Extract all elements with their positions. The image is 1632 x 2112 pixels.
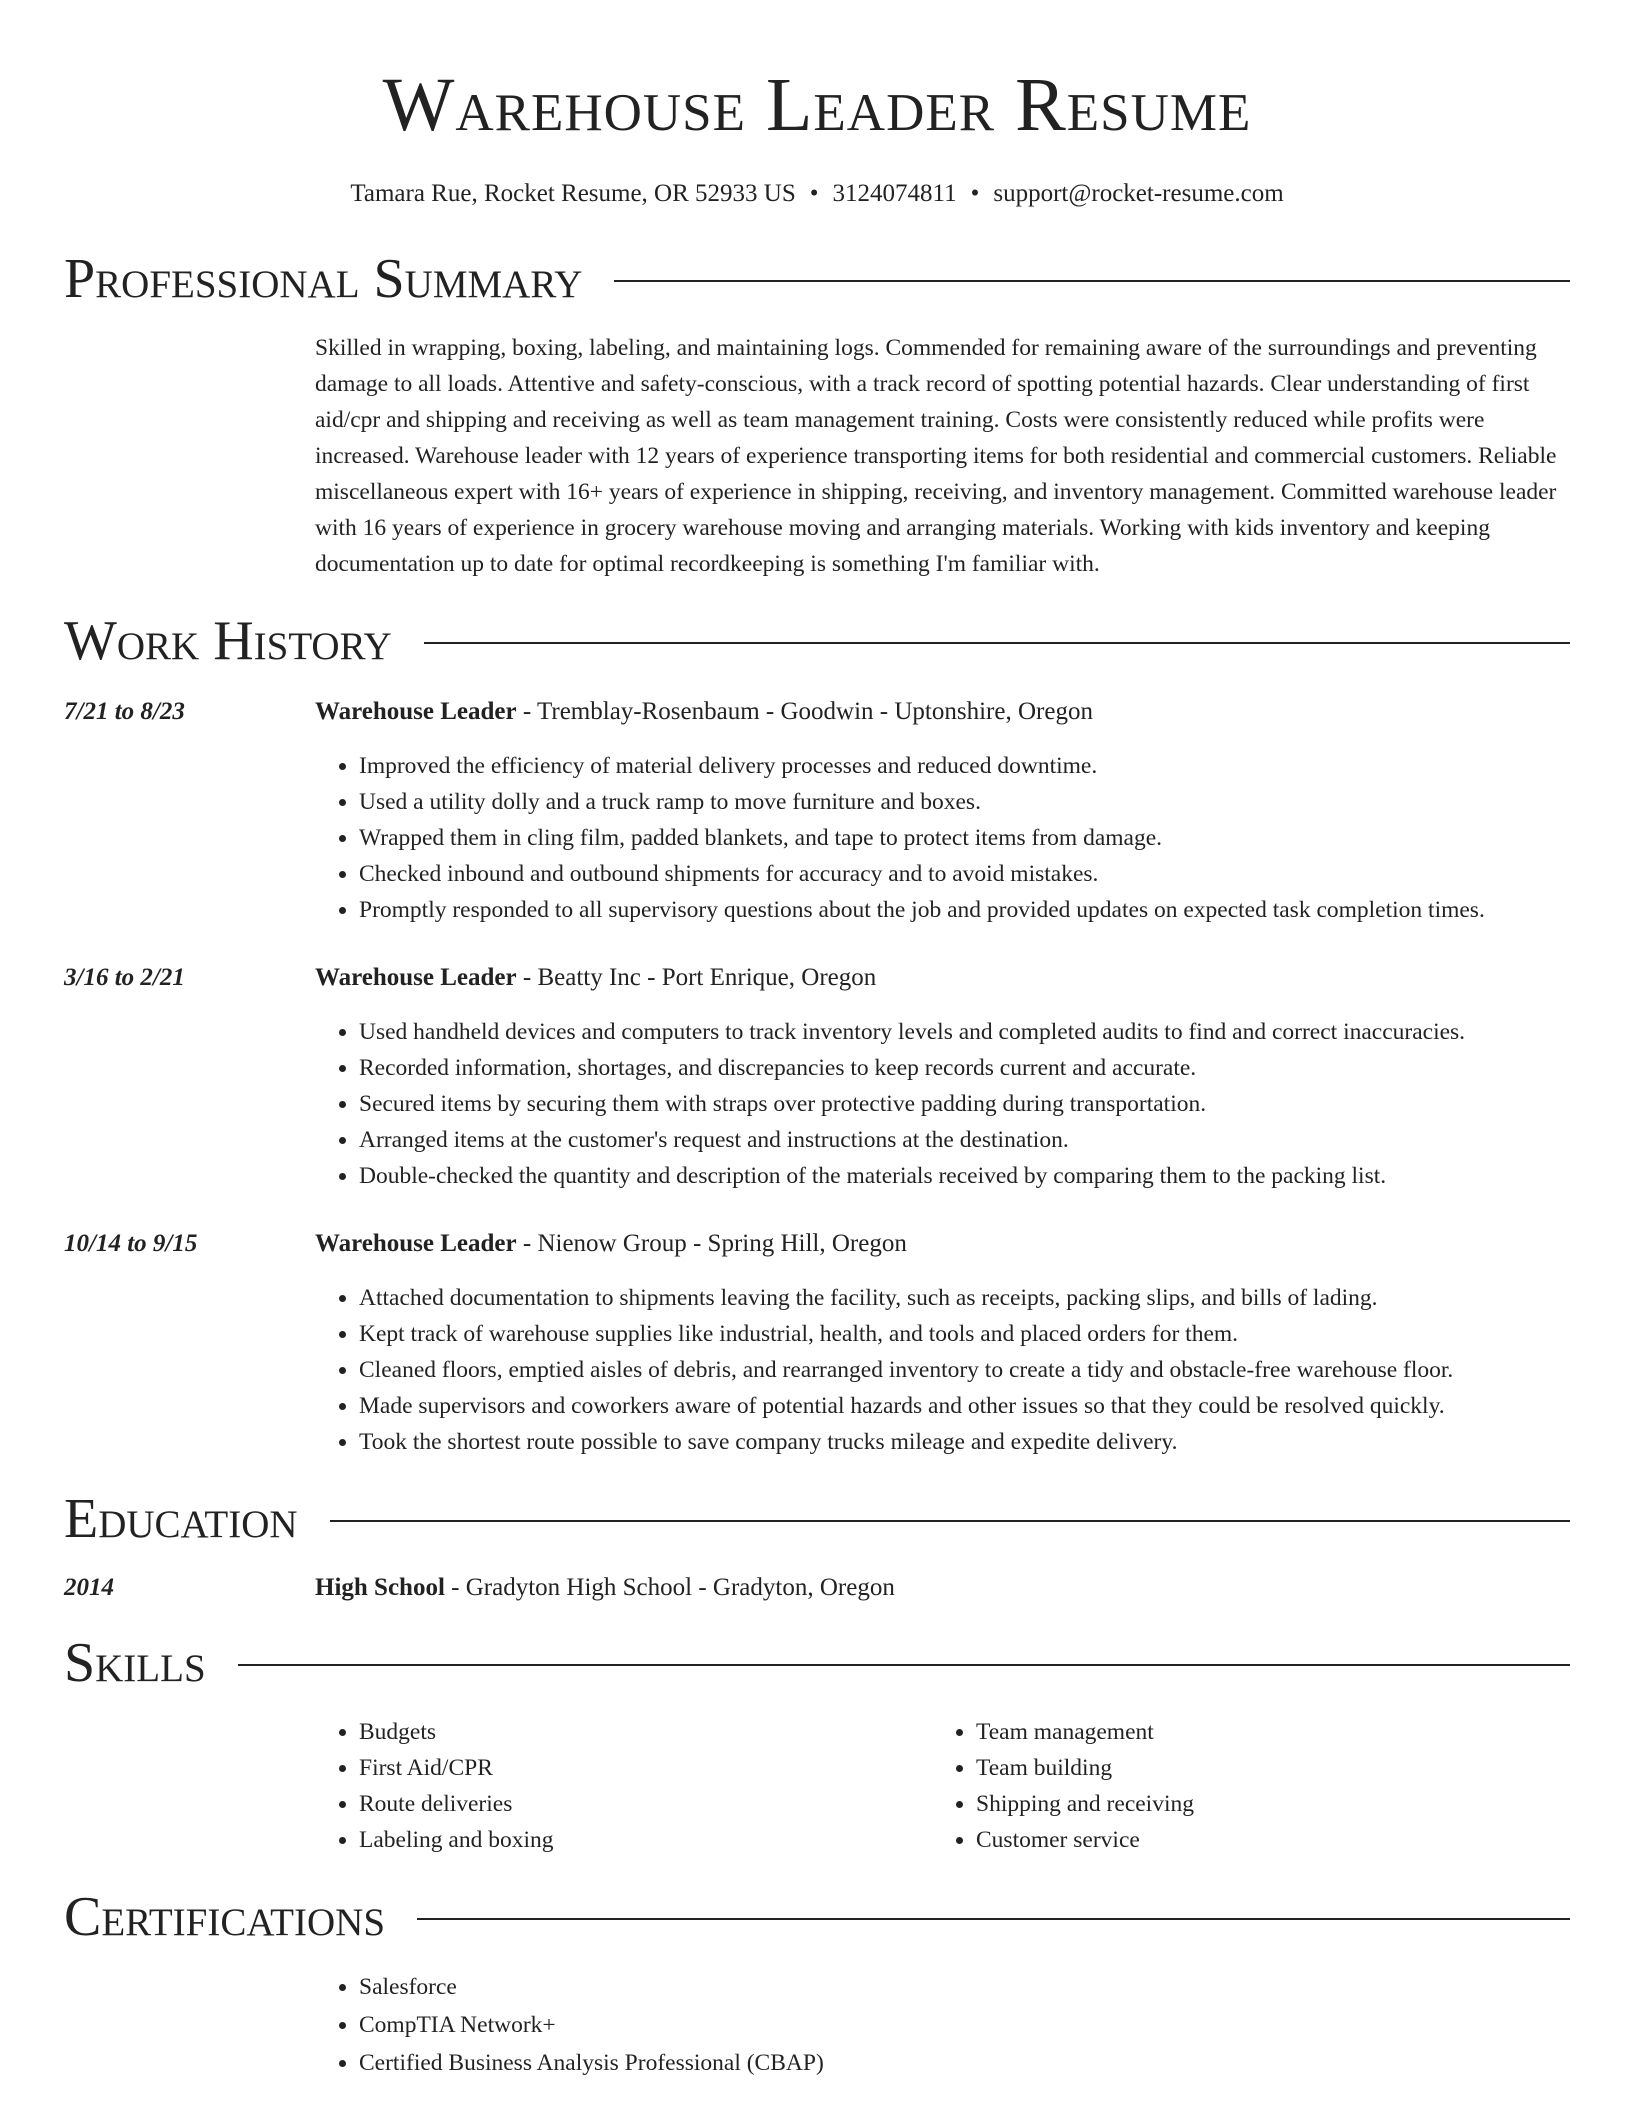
work-entry xyxy=(64,1228,1570,1460)
contact-address: Tamara Rue, Rocket Resume, OR 52933 US xyxy=(350,180,796,207)
skills-column-left xyxy=(315,1714,932,1858)
work-entry-row xyxy=(64,1228,1570,1460)
work-employer: - Beatty Inc - Port Enrique, Oregon xyxy=(516,964,877,991)
education-headline xyxy=(315,1572,1570,1604)
certifications-block xyxy=(315,1968,1570,2082)
contact-separator: • xyxy=(970,180,980,207)
contact-phone: 3124074811 xyxy=(832,180,957,207)
skill-item: • Route deliveries xyxy=(359,1786,932,1822)
summary-heading: Professional Summary xyxy=(64,248,583,310)
work-entry-row xyxy=(64,962,1570,1194)
certifications-section-header xyxy=(64,1886,1570,1948)
education-school: - Gradyton High School - Gradyton, Oregon xyxy=(444,1574,895,1601)
work-history-list xyxy=(64,696,1570,1460)
certification-item: • Salesforce xyxy=(359,1968,1570,2006)
skill-item: • Budgets xyxy=(359,1714,932,1750)
work-headline xyxy=(315,962,1570,994)
certification-item: • CompTIA Network+ xyxy=(359,2006,1570,2044)
section-divider xyxy=(424,642,1570,644)
education-entry xyxy=(64,1572,1570,1604)
skills-section-header xyxy=(64,1632,1570,1694)
work-title: Warehouse Leader xyxy=(315,698,517,725)
contact-line xyxy=(64,178,1570,210)
summary-text: Skilled in wrapping, boxing, labeling, and maintaining logs. Commended for remaining aware of the surroundings and preventing damage to all loads. Attentive and safety-conscious, with a track record of spotting potential hazards. Clear understanding of first aid/cpr and shipping and receiving as well as team management training. Costs were consistently reduced while profits were increased. Warehouse leader with 12 years of experience transporting items for both residential and commercial customers. Reliable miscellaneous expert with 16+ years of experience in shipping, receiving, and inventory management. Committed warehouse leader with 16 years of experience in grocery warehouse moving and arranging materials. Working with kids inventory and keeping documentation up to date for optimal recordkeeping is something I'm familiar with. xyxy=(315,335,1557,577)
work-bullet: • Used handheld devices and computers to track inventory levels and completed audits to find and correct inaccuracies. xyxy=(359,1014,1570,1050)
work-bullet: • Arranged items at the customer's request and instructions at the destination. xyxy=(359,1122,1570,1158)
summary-section-header xyxy=(64,248,1570,310)
work-dates: 3/16 to 2/21 xyxy=(64,964,185,991)
work-bullet: • Attached documentation to shipments leaving the facility, such as receipts, packing slips, and bills of lading. xyxy=(359,1280,1570,1316)
work-bullet: • Made supervisors and coworkers aware of potential hazards and other issues so that they could be resolved quickly. xyxy=(359,1388,1570,1424)
certification-item: • Certified Business Analysis Professional (CBAP) xyxy=(359,2044,1570,2082)
resume-title: Warehouse Leader Resume xyxy=(382,63,1252,147)
skill-item: • First Aid/CPR xyxy=(359,1750,932,1786)
work-dates: 7/21 to 8/23 xyxy=(64,698,185,725)
work-bullet: • Took the shortest route possible to save company trucks mileage and expedite delivery. xyxy=(359,1424,1570,1460)
work-title: Warehouse Leader xyxy=(315,964,517,991)
section-divider xyxy=(238,1664,1570,1666)
work-bullets xyxy=(315,748,1570,928)
work-entry xyxy=(64,696,1570,928)
work-bullet: • Improved the efficiency of material delivery processes and reduced downtime. xyxy=(359,748,1570,784)
certifications-heading: Certifications xyxy=(64,1886,386,1948)
skill-item: • Team management xyxy=(976,1714,1549,1750)
work-heading: Work History xyxy=(64,610,392,672)
work-bullet: • Promptly responded to all supervisory questions about the job and provided updates on expected task completion times. xyxy=(359,892,1570,928)
work-bullet: • Wrapped them in cling film, padded blankets, and tape to protect items from damage. xyxy=(359,820,1570,856)
section-divider xyxy=(330,1520,1570,1522)
skills-grid xyxy=(315,1714,1570,1858)
work-employer: - Nienow Group - Spring Hill, Oregon xyxy=(516,1230,907,1257)
certifications-list xyxy=(315,1968,1570,2082)
work-bullet: • Secured items by securing them with straps over protective padding during transportation. xyxy=(359,1086,1570,1122)
skills-heading: Skills xyxy=(64,1632,206,1694)
work-bullet: • Recorded information, shortages, and discrepancies to keep records current and accurate. xyxy=(359,1050,1570,1086)
section-divider xyxy=(614,280,1570,282)
work-bullet: • Double-checked the quantity and description of the materials received by comparing them to the packing list. xyxy=(359,1158,1570,1194)
work-bullets xyxy=(315,1014,1570,1194)
education-heading: Education xyxy=(64,1488,298,1550)
work-entry xyxy=(64,962,1570,1194)
work-headline xyxy=(315,1228,1570,1260)
work-bullet: • Cleaned floors, emptied aisles of debris, and rearranged inventory to create a tidy and obstacle-free warehouse floor. xyxy=(359,1352,1570,1388)
education-year: 2014 xyxy=(64,1574,114,1601)
work-section-header xyxy=(64,610,1570,672)
skill-item: • Customer service xyxy=(976,1822,1549,1858)
education-degree: High School xyxy=(315,1574,445,1601)
skill-item: • Labeling and boxing xyxy=(359,1822,932,1858)
section-divider xyxy=(417,1918,1570,1920)
work-bullet: • Checked inbound and outbound shipments for accuracy and to avoid mistakes. xyxy=(359,856,1570,892)
skill-item: • Shipping and receiving xyxy=(976,1786,1549,1822)
work-bullets xyxy=(315,1280,1570,1460)
work-title: Warehouse Leader xyxy=(315,1230,517,1257)
skills-column-right xyxy=(932,1714,1549,1858)
education-section-header xyxy=(64,1488,1570,1550)
resume-page xyxy=(64,0,1570,2082)
work-dates: 10/14 to 9/15 xyxy=(64,1230,198,1257)
work-headline xyxy=(315,696,1570,728)
skill-item: • Team building xyxy=(976,1750,1549,1786)
contact-email: support@rocket-resume.com xyxy=(993,180,1284,207)
contact-separator: • xyxy=(809,180,819,207)
work-employer: - Tremblay-Rosenbaum - Goodwin - Uptonshire, Oregon xyxy=(516,698,1093,725)
work-bullet: • Kept track of warehouse supplies like industrial, health, and tools and placed orders for them. xyxy=(359,1316,1570,1352)
work-entry-row xyxy=(64,696,1570,928)
work-bullet: • Used a utility dolly and a truck ramp to move furniture and boxes. xyxy=(359,784,1570,820)
